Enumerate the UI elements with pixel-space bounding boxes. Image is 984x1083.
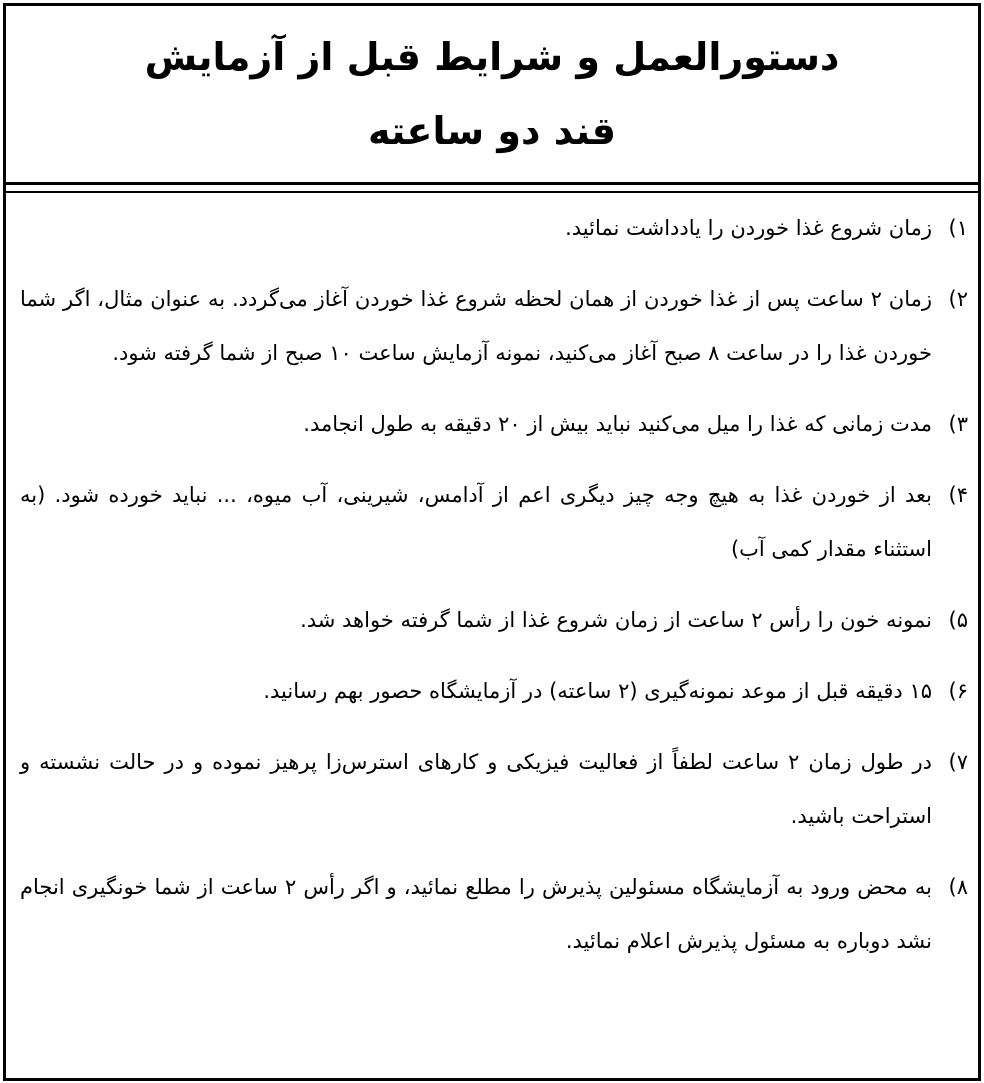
instruction-text: به محض ورود به آزمایشگاه مسئولین پذیرش را مطلع نمائید، و اگر رأس ۲ ساعت از شما خونگیری انجام نشد دوباره به مسئول پذیرش اعلام نمائید. (20, 875, 932, 953)
header-divider (6, 185, 978, 193)
instruction-item (6, 860, 978, 968)
instruction-item (6, 593, 978, 647)
instruction-text: بعد از خوردن غذا به هیچ وجه چیز دیگری اعم از آدامس، شیرینی، آب میوه، ... نباید خورده شود. (به استثناء مقدار کمی آب) (20, 483, 932, 561)
document-title: دستورالعمل و شرایط قبل از آزمایش (144, 35, 840, 79)
instruction-text: در طول زمان ۲ ساعت لطفاً از فعالیت فیزیکی و کارهای استرس‌زا پرهیز نموده و در حالت نشسته و استراحت باشید. (20, 750, 932, 828)
instruction-number: ۶) (948, 679, 968, 703)
instruction-text: نمونه خون را رأس ۲ ساعت از زمان شروع غذا از شما گرفته خواهد شد. (300, 608, 932, 632)
instruction-item (6, 468, 978, 576)
document-frame (3, 3, 981, 1081)
instruction-item (6, 201, 978, 255)
instruction-number: ۵) (948, 608, 968, 632)
instruction-text: مدت زمانی که غذا را میل می‌کنید نباید بیش از ۲۰ دقیقه به طول انجامد. (303, 412, 932, 436)
instruction-number: ۳) (948, 412, 968, 436)
instruction-item (6, 735, 978, 843)
instruction-number: ۴) (948, 483, 968, 507)
document-subtitle: قند دو ساعته (367, 109, 617, 153)
instruction-item (6, 272, 978, 380)
instruction-list (6, 193, 978, 968)
instruction-number: ۷) (948, 750, 968, 774)
instruction-number: ۸) (948, 875, 968, 899)
instruction-number: ۲) (948, 287, 968, 311)
instruction-item (6, 664, 978, 718)
instruction-number: ۱) (948, 216, 968, 240)
instruction-item (6, 397, 978, 451)
instruction-text: زمان ۲ ساعت پس از غذا خوردن از همان لحظه شروع غذا خوردن آغاز می‌گردد. به عنوان مثال، اگر شما خوردن غذا را در ساعت ۸ صبح آغاز می‌کنید، نمونه آزمایش ساعت ۱۰ صبح از شما گرفته شود. (20, 287, 932, 365)
document-header (6, 6, 978, 185)
instruction-text: ۱۵ دقیقه قبل از موعد نمونه‌گیری (۲ ساعته) در آزمایشگاه حصور بهم رسانید. (263, 679, 932, 703)
instruction-text: زمان شروع غذا خوردن را یادداشت نمائید. (565, 216, 932, 240)
